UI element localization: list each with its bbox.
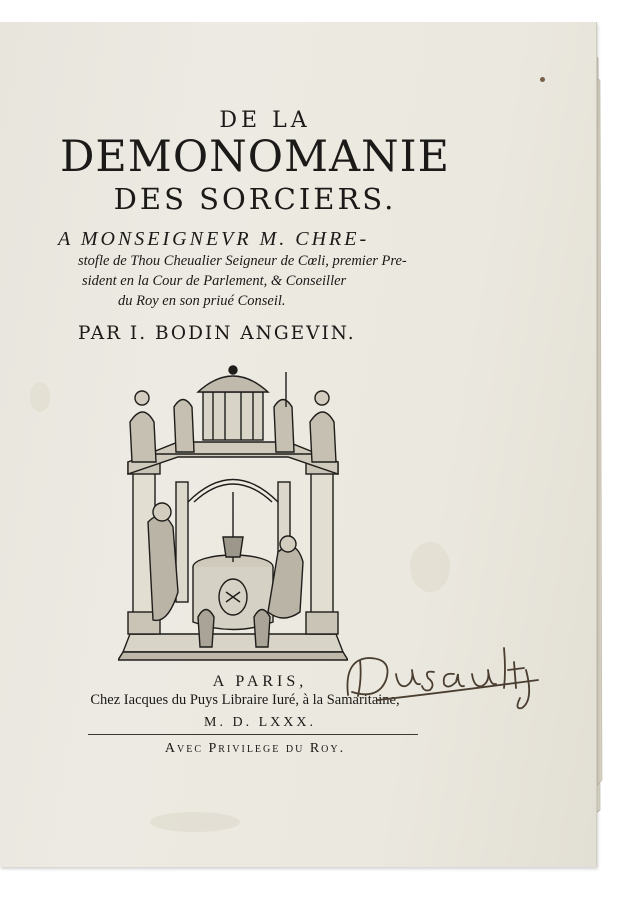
author-line: PAR I. BODIN ANGEVIN. <box>78 323 356 344</box>
dedication-line-3: sident en la Cour de Parlement, & Conseiller <box>82 273 347 289</box>
title-line-1: DE LA <box>219 108 311 133</box>
divider-rule <box>88 734 418 735</box>
imprint-printer: Chez Iacques du Puys Libraire Iuré, à la Samaritaine, <box>90 692 400 708</box>
title-line-2: DEMONOMANIE <box>59 132 451 182</box>
imprint-place: A PARIS, <box>212 673 308 690</box>
woodcut-illustration <box>118 362 348 662</box>
dedication-line-1: A MONSEIGNEVR M. CHRE- <box>58 228 370 250</box>
imprint-privilege: Avec Privilege du Roy. <box>164 741 346 756</box>
dedication-line-4: du Roy en son priué Conseil. <box>118 293 286 309</box>
imprint-year: M. D. LXXX. <box>204 715 316 730</box>
title-page <box>0 22 597 867</box>
handwritten-signature <box>338 640 548 710</box>
title-line-3: DES SORCIERS. <box>113 182 397 216</box>
dedication-line-2: stofle de Thou Cheualier Seigneur de Cœli, premier Pre- <box>78 253 407 269</box>
